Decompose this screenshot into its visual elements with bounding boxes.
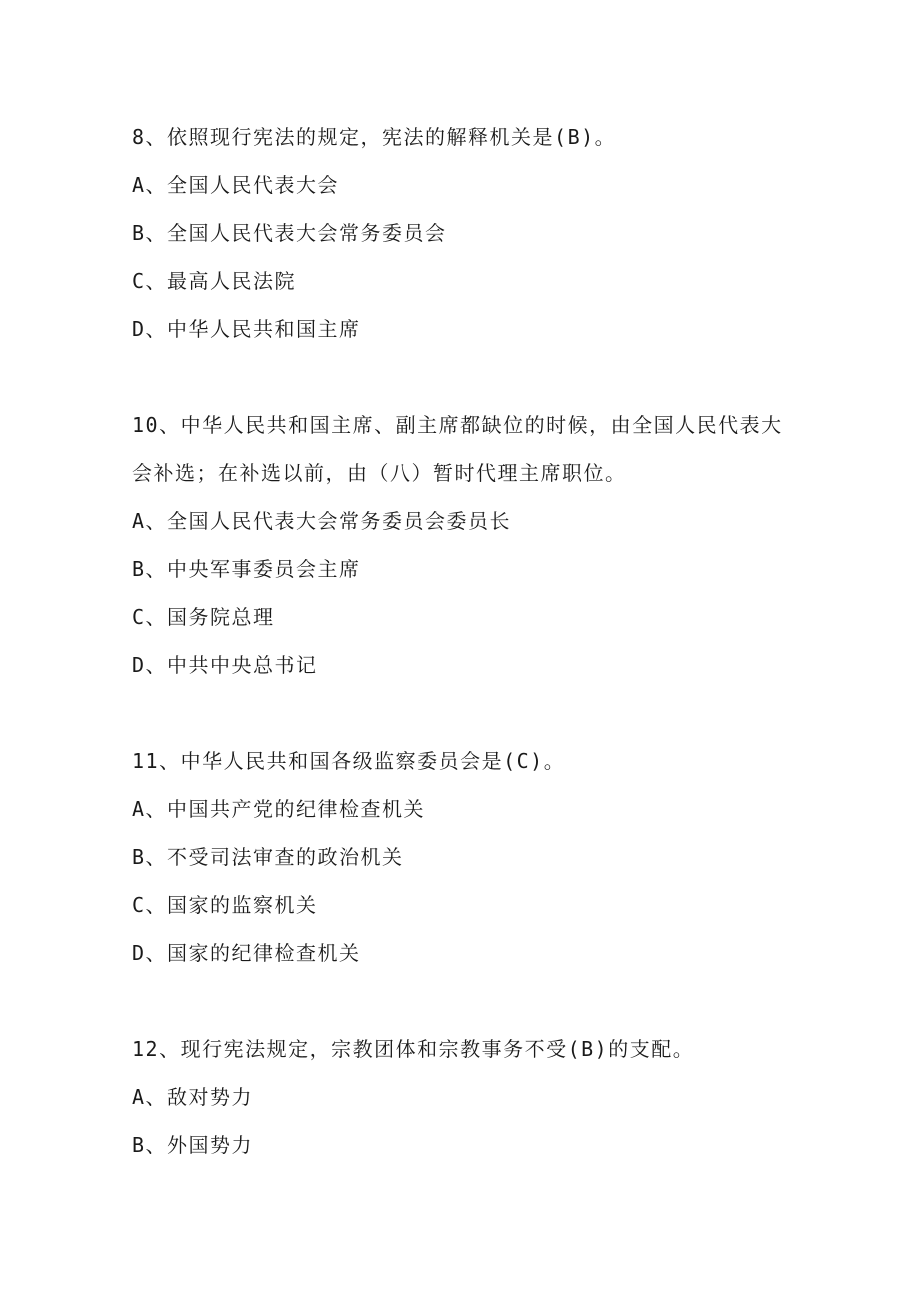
question-stem: 8、依照现行宪法的规定，宪法的解释机关是(B)。 — [132, 125, 617, 149]
question-stem: 10、中华人民共和国主席、副主席都缺位的时候，由全国人民代表大 — [132, 413, 783, 437]
question-stem: 12、现行宪法规定，宗教团体和宗教事务不受(B)的支配。 — [132, 1037, 695, 1061]
option-c: C、国务院总理 — [132, 605, 275, 629]
question-12 — [132, 1037, 792, 1157]
option-c: C、国家的监察机关 — [132, 893, 318, 917]
question-8 — [132, 125, 792, 341]
question-10 — [132, 413, 792, 677]
option-b: B、外国势力 — [132, 1133, 254, 1157]
question-11 — [132, 749, 792, 965]
question-stem-continued: 会补选；在补选以前，由（八）暂时代理主席职位。 — [132, 461, 627, 485]
question-stem: 11、中华人民共和国各级监察委员会是(C)。 — [132, 749, 566, 773]
option-a: A、全国人民代表大会 — [132, 173, 340, 197]
option-d: D、国家的纪律检查机关 — [132, 941, 361, 965]
option-a: A、全国人民代表大会常务委员会委员长 — [132, 509, 512, 533]
option-b: B、中央军事委员会主席 — [132, 557, 361, 581]
option-b: B、不受司法审查的政治机关 — [132, 845, 404, 869]
option-d: D、中共中央总书记 — [132, 653, 318, 677]
option-a: A、中国共产党的纪律检查机关 — [132, 797, 426, 821]
option-c: C、最高人民法院 — [132, 269, 297, 293]
option-b: B、全国人民代表大会常务委员会 — [132, 221, 447, 245]
option-d: D、中华人民共和国主席 — [132, 317, 361, 341]
option-a: A、敌对势力 — [132, 1085, 254, 1109]
